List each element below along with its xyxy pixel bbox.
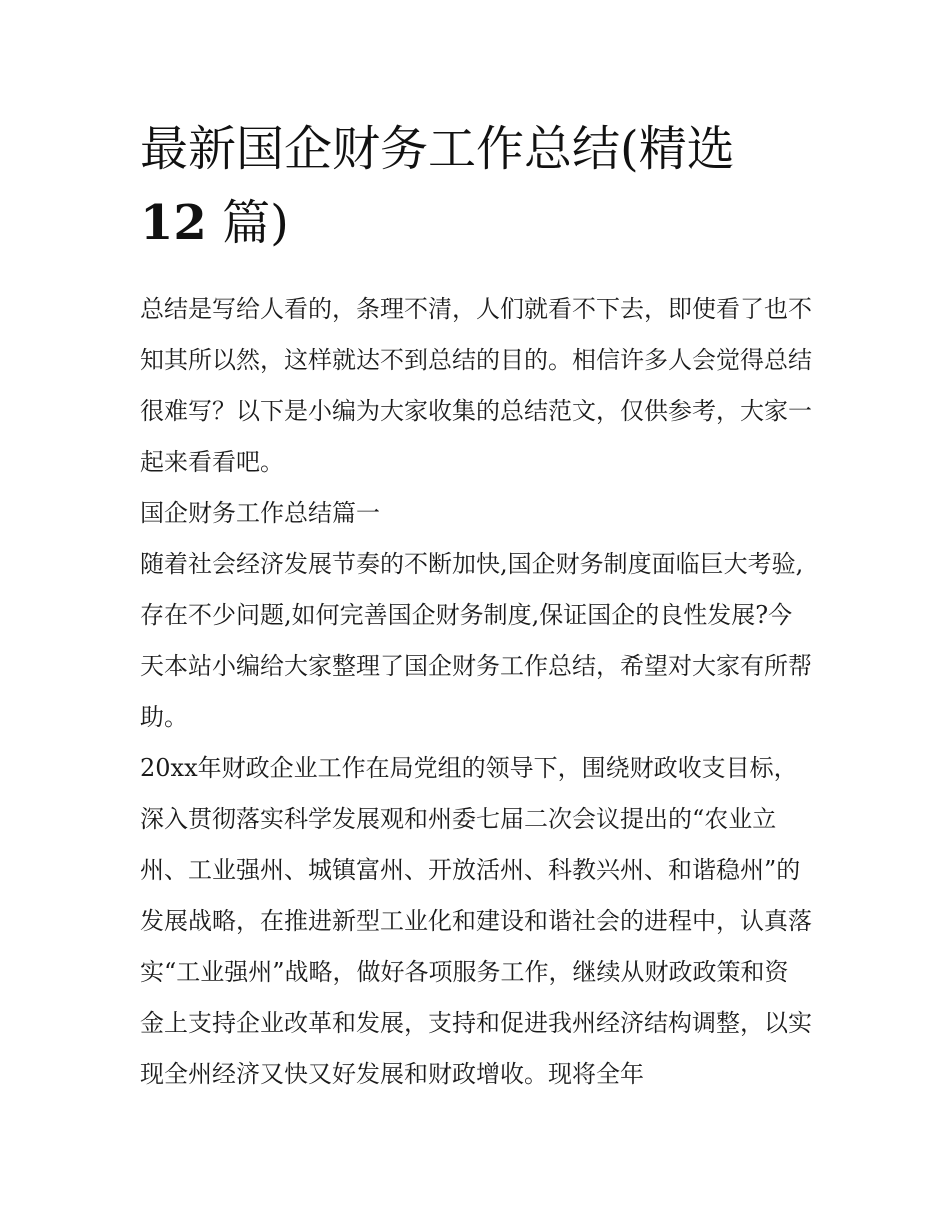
title-line-1: 最新国企财务工作总结(精选 [140, 121, 735, 177]
document-title [140, 112, 812, 260]
title-line-2: 篇) [222, 195, 289, 251]
intro-paragraph: 总结是写给人看的，条理不清，人们就看不下去，即使看了也不知其所以然，这样就达不到总结的目的。相信许多人会觉得总结很难写？以下是小编为大家收集的总结范文，仅供参考，大家一起来看看吧。 [140, 295, 812, 476]
document-page [140, 112, 812, 1100]
section-heading: 国企财务工作总结篇一 [140, 499, 380, 527]
document-body [140, 284, 812, 1100]
body-paragraph: 20xx年财政企业工作在局党组的领导下，围绕财政收支目标，深入贯彻落实科学发展观和州委七届二次会议提出的“农业立州、工业强州、城镇富州、开放活州、科教兴州、和谐稳州”的发展战略，在推进新型工业化和建设和谐社会的进程中，认真落实“工业强州”战略，做好各项服务工作，继续从财政政策和资金上支持企业改革和发展，支持和促进我州经济结构调整，以实现全州经济又快又好发展和财政增收。现将全年 [140, 754, 812, 1088]
title-number: 12 [140, 195, 207, 251]
section-intro-paragraph: 随着社会经济发展节奏的不断加快,国企财务制度面临巨大考验,存在不少问题,如何完善国企财务制度,保证国企的良性发展?今天本站小编给大家整理了国企财务工作总结，希望对大家有所帮助。 [140, 550, 812, 731]
